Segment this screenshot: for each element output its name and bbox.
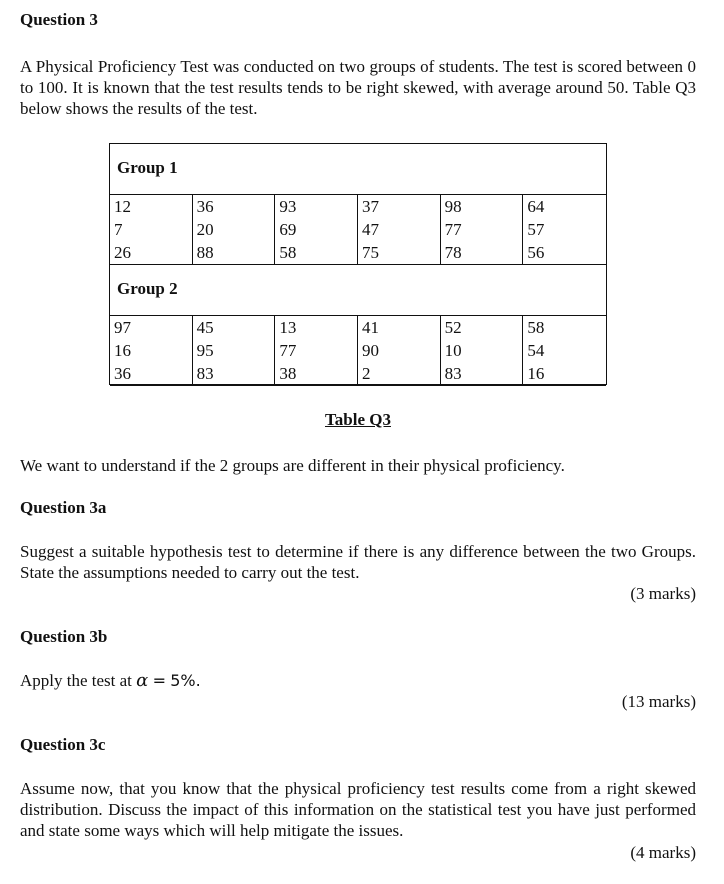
group2-cell: 83 xyxy=(441,362,524,385)
question-3-title: Question 3 xyxy=(20,10,98,29)
group2-cell: 36 xyxy=(110,362,193,385)
group1-cell: 26 xyxy=(110,241,193,264)
group1-cell: 77 xyxy=(441,218,524,241)
group2-cell: 97 xyxy=(110,316,193,339)
question-3c-title: Question 3c xyxy=(20,735,106,754)
group1-cell: 56 xyxy=(527,243,545,262)
group2-cell: 83 xyxy=(193,362,276,385)
group-2-grid xyxy=(110,315,606,386)
group2-cell: 77 xyxy=(275,339,358,362)
group1-cell: 64 xyxy=(527,197,545,216)
alpha-symbol: α xyxy=(136,670,149,691)
group2-cell: 41 xyxy=(358,316,441,339)
group1-cell: 7 xyxy=(110,218,193,241)
group2-cell: 10 xyxy=(441,339,524,362)
group1-cell: 47 xyxy=(358,218,441,241)
group2-cell: 38 xyxy=(275,362,358,385)
question-3a-marks: (3 marks) xyxy=(630,584,696,603)
group1-cell: 57 xyxy=(527,220,545,239)
group2-cell: 45 xyxy=(193,316,276,339)
question-3b-prefix: Apply the test at xyxy=(20,671,132,690)
group-1-grid xyxy=(110,194,606,265)
group1-cell: 98 xyxy=(441,195,524,218)
question-3c-text: Assume now, that you know that the physical proficiency test results come from a right skewed distribution. Discuss the impact of this information on the statistical test you have just performed and state some ways which will help mitigate the issues. xyxy=(20,779,696,840)
question-3b-text xyxy=(20,670,201,691)
group2-cell: 16 xyxy=(527,364,545,383)
group2-cell: 58 xyxy=(527,318,545,337)
question-3a-text: Suggest a suitable hypothesis test to determine if there is any difference between the two Groups. State the assumptions needed to carry out the test. xyxy=(20,542,696,582)
question-3b-marks: (13 marks) xyxy=(621,692,696,711)
group2-cell: 2 xyxy=(358,362,441,385)
question-3c-marks: (4 marks) xyxy=(630,843,696,862)
group2-cell: 52 xyxy=(441,316,524,339)
group1-cell: 78 xyxy=(441,241,524,264)
group1-cell: 69 xyxy=(275,218,358,241)
equals-sign: = xyxy=(152,671,166,690)
group2-cell: 13 xyxy=(275,316,358,339)
group-2-label: Group 2 xyxy=(117,279,178,298)
group1-cell: 58 xyxy=(275,241,358,264)
question-3-intro: A Physical Proficiency Test was conducted on two groups of students. The test is scored between 0 to 100. It is known that the test results tends to be right skewed, with average around 50. Table Q3 below shows the results of the test. xyxy=(20,57,696,118)
group2-cell: 16 xyxy=(110,339,193,362)
group2-cell: 90 xyxy=(358,339,441,362)
question-3b-title: Question 3b xyxy=(20,627,108,646)
group1-cell: 36 xyxy=(193,195,276,218)
group1-cell: 37 xyxy=(358,195,441,218)
group2-cell: 95 xyxy=(193,339,276,362)
objective-text: We want to understand if the 2 groups are different in their physical proficiency. xyxy=(20,456,565,475)
results-table xyxy=(109,143,607,385)
question-3a-title: Question 3a xyxy=(20,498,107,517)
group1-cell: 12 xyxy=(110,195,193,218)
group2-cell: 54 xyxy=(527,341,545,360)
group-1-label: Group 1 xyxy=(117,158,178,177)
group1-cell: 93 xyxy=(275,195,358,218)
group1-cell: 88 xyxy=(193,241,276,264)
group1-cell: 20 xyxy=(193,218,276,241)
alpha-value: 5%. xyxy=(170,671,201,690)
group1-cell: 75 xyxy=(358,241,441,264)
table-caption: Table Q3 xyxy=(325,410,391,429)
